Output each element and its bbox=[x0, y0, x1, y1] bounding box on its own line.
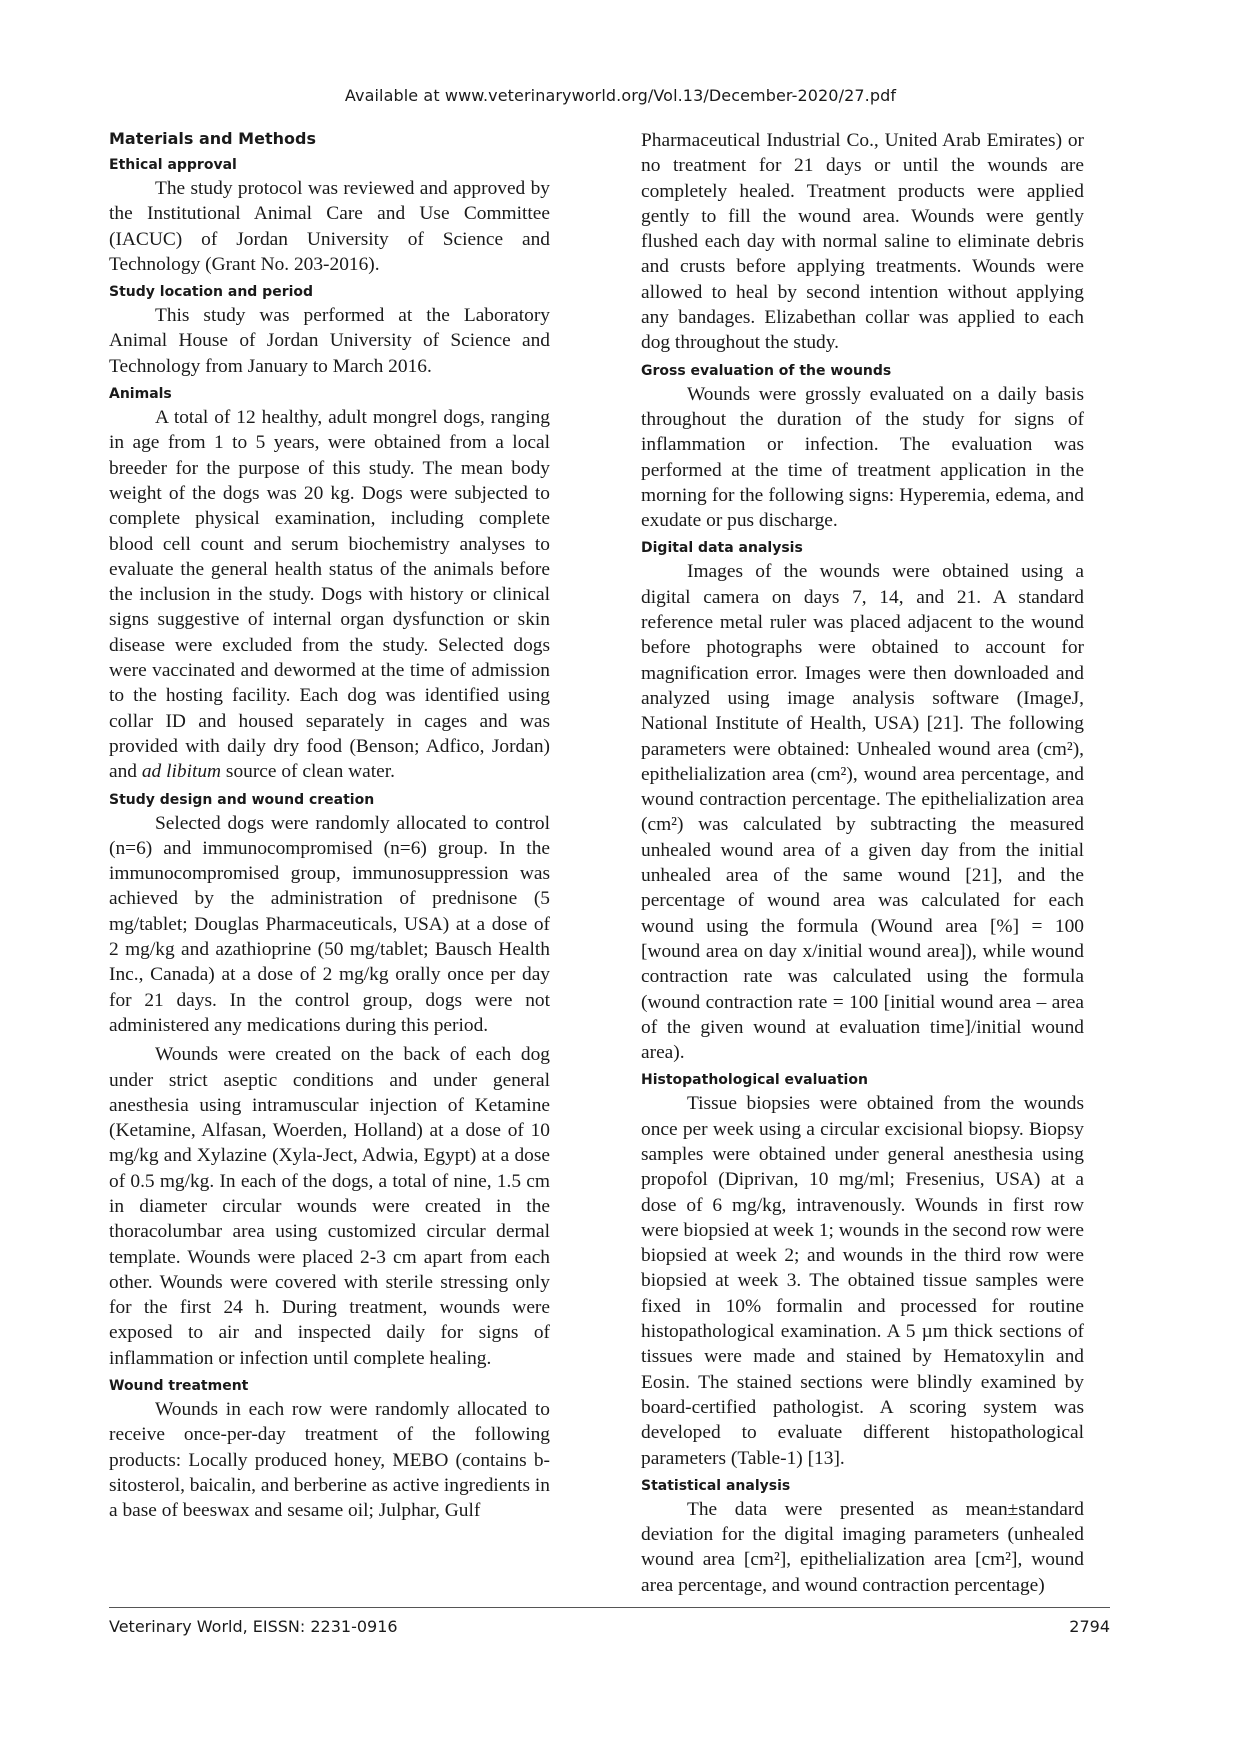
animals-text-italic: ad libitum bbox=[141, 761, 222, 783]
histopathology-text: Tissue biopsies were obtained from the wounds once per week using a circular excisional biopsy. Biopsy samples were obtained under general anesthesia using propofol (Diprivan, 10 mg/ml; Fresenius, USA) at a dose of 6 mg/kg, intravenously. Wounds in first row were biopsied at week 1; wounds in the second row were biopsied at week 2; and wounds in the third row were biopsied at week 3. The obtained tissue samples were fixed in 10% formalin and processed for routine histopathological examination. A 5 µm thick sections of tissues were made and stained by Hematoxylin and Eosin. The stained sections were blindly examined by board-certified pathologist. A scoring system was developed to evaluate different histopathological parameters (Table-1) [13]. bbox=[641, 1093, 1084, 1469]
gross-evaluation-text: Wounds were grossly evaluated on a daily basis throughout the duration of the study for signs of inflammation or infection. The evaluation was performed at the time of treatment application in the morning for the following signs: Hyperemia, edema, and exudate or pus discharge. bbox=[641, 383, 1084, 532]
digital-analysis-heading: Digital data analysis bbox=[641, 540, 803, 557]
ethical-approval-text: The study protocol was reviewed and approved by the Institutional Animal Care and Use Committee (IACUC) of Jordan University of Science and Technology (Grant No. 203-2016). bbox=[109, 178, 550, 275]
histopathology-heading: Histopathological evaluation bbox=[641, 1072, 868, 1089]
wound-treatment-heading: Wound treatment bbox=[109, 1378, 249, 1395]
footer-divider bbox=[109, 1607, 1110, 1608]
study-design-text-1: Selected dogs were randomly allocated to control (n=6) and immunocompromised (n=6) group. In the immunocompromised group, immunosuppression was achieved by the administration of prednisone (5 mg/tablet; Douglas Pharmaceuticals, USA) at a dose of 2 mg/kg and azathioprine (50 mg/tablet; Bausch Health Inc., Canada) at a dose of 2 mg/kg orally once per day for 21 days. In the control group, dogs were not administered any medications during this period. bbox=[109, 812, 550, 1036]
footer-page-number: 2794 bbox=[1069, 1617, 1110, 1636]
ethical-approval-heading: Ethical approval bbox=[109, 157, 237, 173]
right-column bbox=[641, 128, 1084, 1602]
left-column bbox=[109, 128, 550, 1528]
wound-treatment-text: Wounds in each row were randomly allocated to receive once-per-day treatment of the following products: Locally produced honey, MEBO (contains b-sitosterol, baicalin, and berberine as active ingredients in a base of beeswax and sesame oil; Julphar, Gulf bbox=[109, 1399, 550, 1522]
section-title: Materials and Methods bbox=[109, 129, 316, 148]
animals-text-main: A total of 12 healthy, adult mongrel dogs, ranging in age from 1 to 5 years, were obtained from a local breeder for the purpose of this study. The mean body weight of the dogs was 20 kg. Dogs were subjected to complete physical examination, including complete blood cell count and serum biochemistry analyses to evaluate the general health status of the animals before the inclusion in the study. Dogs with history or clinical signs suggestive of internal organ dysfunction or skin disease were excluded from the study. Selected dogs were vaccinated and dewormed at the time of admission to the hosting facility. Each dog was identified using collar ID and housed separately in cages and was provided with daily dry food (Benson; Adfico, Jordan) and bbox=[109, 407, 550, 783]
study-design-heading: Study design and wound creation bbox=[109, 791, 375, 808]
animals-text-end: source of clean water. bbox=[225, 761, 395, 783]
gross-evaluation-heading: Gross evaluation of the wounds bbox=[641, 362, 892, 379]
footer-journal: Veterinary World, EISSN: 2231-0916 bbox=[109, 1617, 398, 1636]
digital-analysis-text: Images of the wounds were obtained using a digital camera on days 7, 14, and 21. A standard reference metal ruler was placed adjacent to the wound before photographs were obtained to account for magnification error. Images were then downloaded and analyzed using image analysis software (ImageJ, National Institute of Health, USA) [21]. The following parameters were obtained: Unhealed wound area (cm²), epithelialization area (cm²), wound area percentage, and wound contraction percentage. The epithelialization area (cm²) was calculated by subtracting the measured unhealed wound area of a given day from the initial unhealed area of the same wound [21], and the percentage of wound area was calculated for each wound using the formula (Wound area [%] = 100 [wound area on day x/initial wound area]), while wound contraction rate was calculated using the formula (wound contraction rate = 100 [initial wound area – area of the given wound at evaluation time]/initial wound area). bbox=[641, 561, 1084, 1064]
animals-text bbox=[109, 405, 550, 784]
header-url: Available at www.veterinaryworld.org/Vol.13/December-2020/27.pdf bbox=[344, 86, 897, 105]
animals-heading: Animals bbox=[109, 386, 172, 403]
study-location-heading: Study location and period bbox=[109, 284, 314, 301]
study-location-text: This study was performed at the Laboratory Animal House of Jordan University of Science and Technology from January to March 2016. bbox=[109, 305, 550, 377]
statistical-analysis-text: The data were presented as mean±standard deviation for the digital imaging parameters (unhealed wound area [cm²], epithelialization area [cm²], wound area percentage, and wound contraction percentage) bbox=[641, 1498, 1084, 1596]
wound-treatment-continued: Pharmaceutical Industrial Co., United Arab Emirates) or no treatment for 21 days or until the wounds are completely healed. Treatment products were applied gently to fill the wound area. Wounds were gently flushed each day with normal saline to eliminate debris and crusts before applying treatments. Wounds were allowed to heal by second intention without applying any bandages. Elizabethan collar was applied to each dog throughout the study. bbox=[641, 130, 1084, 354]
study-design-text-2: Wounds were created on the back of each dog under strict aseptic conditions and under general anesthesia using intramuscular injection of Ketamine (Ketamine, Alfasan, Woerden, Holland) at a dose of 10 mg/kg and Xylazine (Xyla-Ject, Adwia, Egypt) at a dose of 0.5 mg/kg. In each of the dogs, a total of nine, 1.5 cm in diameter circular wounds were created in the thoracolumbar area using customized circular dermal template. Wounds were placed 2-3 cm apart from each other. Wounds were covered with sterile stressing only for the first 24 h. During treatment, wounds were exposed to air and inspected daily for signs of inflammation or infection until complete healing. bbox=[109, 1044, 550, 1369]
statistical-analysis-heading: Statistical analysis bbox=[641, 1477, 791, 1494]
